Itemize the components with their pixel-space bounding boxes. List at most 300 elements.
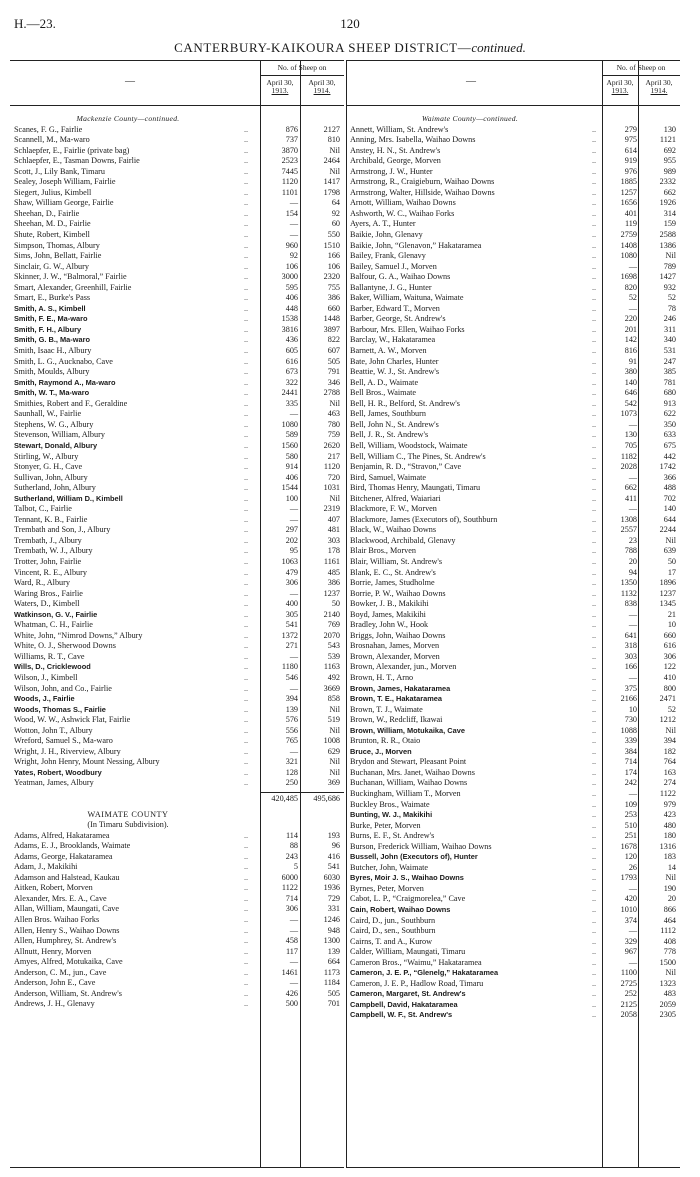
owner-name: Wood, W. W., Ashwick Flat, Fairlie — [14, 715, 131, 725]
table-row — [10, 209, 344, 220]
leader-dots: .. — [592, 947, 597, 957]
leader-dots: .. — [244, 757, 249, 767]
owner-name: Trotter, John, Fairlie — [14, 556, 82, 566]
sheep-1914: 1798 — [323, 187, 340, 197]
table-row — [346, 272, 680, 283]
sheep-1913: 1698 — [620, 272, 637, 282]
sheep-1913: 321 — [285, 757, 298, 767]
sheep-1914: 1926 — [659, 198, 676, 208]
owner-name: Beattie, W. J., St. Andrew's — [350, 367, 440, 377]
sheep-1914: 480 — [663, 820, 676, 830]
table-row — [10, 536, 344, 547]
owner-name: Amyes, Alfred, Motukaika, Cave — [14, 957, 123, 967]
sheep-1913: 253 — [624, 810, 637, 820]
owner-name: Adams, E. J., Brooklands, Waimate — [14, 841, 131, 851]
sheep-1913: 250 — [285, 778, 298, 788]
owner-name: Cain, Robert, Waihao Downs — [350, 905, 451, 915]
owner-name: Buckingham, William T., Morven — [350, 789, 461, 798]
sheep-1914: 106 — [327, 261, 340, 271]
leader-dots: .. — [592, 704, 597, 714]
table-row — [10, 904, 344, 915]
sheep-1914: 2244 — [659, 525, 676, 535]
table-row — [10, 335, 344, 346]
table-row — [10, 768, 344, 779]
leader-dots: .. — [592, 124, 597, 134]
sheep-1914: Nil — [329, 493, 340, 503]
owner-name: Blackmore, F. W., Morven — [350, 504, 437, 514]
sheep-1914: 180 — [663, 831, 676, 841]
table-row — [346, 641, 680, 652]
table-row — [346, 599, 680, 610]
sheep-1913: 305 — [285, 609, 298, 619]
sheep-1914: 1417 — [323, 177, 340, 187]
sheep-1914: 662 — [663, 187, 676, 197]
owner-name: Smith, G. B., Ma-waro — [14, 335, 90, 345]
table-row — [10, 420, 344, 431]
owner-name: Briggs, John, Waihao Downs — [350, 630, 446, 640]
sheep-1914: Nil — [665, 873, 676, 883]
owner-name: Allen Bros. Waihao Forks — [14, 915, 100, 925]
sheep-1914: 989 — [663, 166, 676, 176]
owner-name: Bruce, J., Morven — [350, 746, 412, 756]
owner-name: Bunting, W. J., Makikihi — [350, 810, 433, 820]
owner-name: Adams, Alfred, Hakataramea — [14, 830, 110, 840]
sheep-1913: 174 — [624, 767, 637, 777]
leader-dots: .. — [592, 746, 597, 756]
table-row — [10, 915, 344, 926]
section-heading — [10, 114, 344, 125]
sheep-1914: 92 — [331, 208, 340, 218]
owner-name: Bell, John N., St. Andrew's — [350, 419, 439, 429]
sheep-1914: 122 — [663, 662, 676, 672]
sheep-1913: — — [289, 514, 298, 524]
sheep-1914: 64 — [331, 198, 340, 208]
sheep-1913: — — [628, 672, 637, 682]
leader-dots: .. — [244, 725, 249, 735]
leader-dots: .. — [244, 504, 249, 514]
sheep-1914: 485 — [327, 567, 340, 577]
sheep-1913: 91 — [628, 356, 637, 366]
owner-name: Wills, D., Cricklewood — [14, 662, 91, 672]
owner-name: Smith, Raymond A., Ma-waro — [14, 377, 116, 387]
sheep-1914: 778 — [663, 947, 676, 957]
leader-dots: .. — [592, 588, 597, 598]
sheep-1913: 139 — [285, 704, 298, 714]
table-row — [346, 968, 680, 979]
table-row — [10, 262, 344, 273]
leader-dots: .. — [244, 925, 249, 935]
leader-dots: .. — [592, 556, 597, 566]
leader-dots: .. — [244, 767, 249, 777]
leader-dots: .. — [592, 240, 597, 250]
owner-name: Barbour, Mrs. Ellen, Waihao Forks — [350, 324, 465, 334]
owner-name: Bell, H. R., Belford, St. Andrew's — [350, 398, 460, 408]
owner-name: Bell Bros., Waimate — [350, 388, 417, 398]
sheep-1914: 505 — [327, 988, 340, 998]
table-row — [10, 293, 344, 304]
sheep-1913: 1080 — [620, 251, 637, 261]
leader-dots: .. — [592, 546, 597, 556]
sheep-1913: — — [628, 883, 637, 893]
table-row — [10, 325, 344, 336]
sheep-1913: 5 — [293, 862, 298, 872]
table-row — [10, 156, 344, 167]
sheep-1913: 788 — [624, 546, 637, 556]
leader-dots: .. — [592, 725, 597, 735]
owner-name: Bitchener, Alfred, Waiariari — [350, 493, 441, 503]
leader-dots: .. — [244, 893, 249, 903]
leader-dots: .. — [244, 462, 249, 472]
table-row — [10, 525, 344, 536]
owner-name: Sheehan, D., Fairlie — [14, 208, 80, 218]
table-row — [346, 1000, 680, 1011]
owner-name: Sutherland, William D., Kimbell — [14, 493, 123, 503]
table-row — [10, 862, 344, 873]
sheep-1914: 2059 — [659, 999, 676, 1009]
sheep-1914: 660 — [327, 303, 340, 313]
table-row — [346, 504, 680, 515]
leader-dots: .. — [244, 282, 249, 292]
leader-dots: .. — [244, 293, 249, 303]
table-row — [10, 589, 344, 600]
sheep-1913: — — [289, 219, 298, 229]
owner-name: Schlaepfer, E., Fairlie (private bag) — [14, 145, 130, 155]
sheep-1913: 838 — [624, 599, 637, 609]
sheep-1913: — — [628, 303, 637, 313]
leader-dots: .. — [592, 346, 597, 356]
leader-dots: .. — [244, 303, 249, 313]
sheep-1914: 182 — [663, 746, 676, 756]
owner-name: Andrews, J. H., Glenavy — [14, 999, 95, 1009]
leader-dots: .. — [592, 599, 597, 609]
table-row — [346, 736, 680, 747]
table-row — [10, 125, 344, 136]
owner-name: Anderson, William, St. Andrew's — [14, 988, 122, 998]
sheep-1913: 7445 — [281, 166, 298, 176]
leader-dots: .. — [592, 894, 597, 904]
owner-name: Cabot, L. P., “Craigmorelea,” Cave — [350, 894, 466, 904]
leader-dots: .. — [592, 493, 597, 503]
section-heading-text: Waimate County—continued. — [421, 114, 519, 123]
sheep-1913: 2058 — [620, 1010, 637, 1020]
sheep-1913: 1088 — [620, 725, 637, 735]
section-heading-text: WAIMATE COUNTY — [87, 809, 169, 819]
sheep-1913: 605 — [285, 346, 298, 356]
table-row — [346, 409, 680, 420]
table-row — [346, 989, 680, 1000]
leader-dots: .. — [244, 957, 249, 967]
leader-dots: .. — [592, 177, 597, 187]
sheep-1914: Nil — [665, 725, 676, 735]
sheep-1914: 464 — [663, 915, 676, 925]
owner-name: Campbell, W. F., St. Andrew's — [350, 1010, 453, 1020]
owner-name: Sheehan, M. D., Fairlie — [14, 219, 91, 229]
sheep-1913: 242 — [624, 778, 637, 788]
owner-name: Caird, D., jun., Southburn — [350, 915, 436, 925]
sheep-1913: 6000 — [281, 872, 298, 882]
table-row — [346, 536, 680, 547]
owner-name: Armstrong, R., Craigieburn, Waihao Downs — [350, 177, 495, 187]
sheep-1914: 3669 — [323, 683, 340, 693]
column-header-1913: April 30, 1913. — [266, 78, 294, 95]
table-row — [346, 346, 680, 357]
sheep-1913: 820 — [624, 282, 637, 292]
table-row — [10, 146, 344, 157]
owner-name: Cameron, J. E. P., “Glenelg,” Hakataramea — [350, 968, 499, 978]
owner-name: Waters, D., Kimbell — [14, 599, 80, 609]
leader-dots: .. — [244, 578, 249, 588]
leader-dots: .. — [244, 683, 249, 693]
sheep-1914: Nil — [329, 166, 340, 176]
sheep-1913: 20 — [628, 556, 637, 566]
column-header-1914: April 30, 1914. — [308, 78, 336, 95]
owner-name: Williams, R. T., Cave — [14, 651, 85, 661]
sheep-1913: 595 — [285, 282, 298, 292]
leader-dots: .. — [592, 767, 597, 777]
owner-name: Wotton, John T., Albury — [14, 725, 93, 735]
table-row — [346, 314, 680, 325]
owner-name: Schlaepfer, E., Tasman Downs, Fairlie — [14, 156, 140, 166]
table-row — [346, 884, 680, 895]
sheep-1913: — — [289, 504, 298, 514]
leader-dots: .. — [592, 462, 597, 472]
owner-name: Skinner, J. W., “Balmoral,” Fairlie — [14, 272, 127, 282]
leader-dots: .. — [244, 988, 249, 998]
table-row — [10, 283, 344, 294]
sheep-1914: 702 — [663, 493, 676, 503]
sheep-1914: 979 — [663, 799, 676, 809]
sheep-1913: — — [289, 925, 298, 935]
table-row — [346, 167, 680, 178]
sheep-1914: 193 — [327, 830, 340, 840]
sheep-1914: 1510 — [323, 240, 340, 250]
sheep-1914: 2319 — [323, 504, 340, 514]
leader-dots: .. — [592, 567, 597, 577]
sheep-1913: — — [289, 978, 298, 988]
leader-dots: .. — [244, 778, 249, 788]
sheep-1914: 50 — [667, 556, 676, 566]
owner-name: Butcher, John, Waimate — [350, 862, 428, 872]
sheep-1913: 2441 — [281, 388, 298, 398]
sheep-1914: 692 — [663, 145, 676, 155]
table-row — [10, 167, 344, 178]
owner-name: Brunton, R. R., Otaio — [350, 736, 421, 746]
page-title — [0, 40, 700, 56]
table-row — [10, 473, 344, 484]
sheep-1914: 1121 — [659, 135, 676, 145]
leader-dots: .. — [592, 989, 597, 999]
sheep-1914: 505 — [327, 356, 340, 366]
sheep-1913: 1182 — [620, 451, 637, 461]
sheep-1914: 1448 — [323, 314, 340, 324]
owner-name: Wright, J. H., Riverview, Albury — [14, 746, 121, 756]
leader-dots: .. — [244, 999, 249, 1009]
sheep-1913: 1544 — [281, 483, 298, 493]
sheep-1913: 243 — [285, 851, 298, 861]
sheep-1914: 463 — [327, 409, 340, 419]
sheep-1914: 311 — [664, 324, 676, 334]
owner-name: Allen, Humphrey, St. Andrew's — [14, 936, 117, 946]
table-row — [346, 135, 680, 146]
table-row — [346, 188, 680, 199]
sheep-1913: 1656 — [620, 198, 637, 208]
owner-name: Anderson, C. M., jun., Cave — [14, 967, 107, 977]
sheep-1914: Nil — [329, 767, 340, 777]
sheep-1914: 541 — [327, 862, 340, 872]
owner-name: Ayers, A. T., Hunter — [350, 219, 416, 229]
owner-name: Anstey, H. N., St. Andrew's — [350, 145, 441, 155]
sheep-1913: 339 — [624, 736, 637, 746]
table-row — [10, 778, 344, 789]
table-row — [346, 335, 680, 346]
sheep-1913: 201 — [624, 324, 637, 334]
table-row — [10, 673, 344, 684]
table-row — [346, 177, 680, 188]
leader-dots: .. — [592, 388, 597, 398]
sheep-1913: — — [289, 746, 298, 756]
sheep-1913: — — [628, 609, 637, 619]
sheep-1913: 500 — [285, 999, 298, 1009]
sheep-1914: 178 — [327, 546, 340, 556]
table-row — [10, 399, 344, 410]
leader-dots: .. — [244, 662, 249, 672]
sheep-1913: — — [289, 683, 298, 693]
owner-name: Barber, George, St. Andrew's — [350, 314, 446, 324]
sheep-1913: — — [289, 409, 298, 419]
column-header-group: No. of Sheep on — [277, 63, 327, 72]
leader-dots: .. — [244, 398, 249, 408]
sheep-1913: 1100 — [620, 968, 637, 978]
owner-name: Shute, Robert, Kimbell — [14, 230, 90, 240]
owner-name: Brydon and Stewart, Pleasant Point — [350, 757, 467, 767]
table-row — [346, 821, 680, 832]
leader-dots: .. — [244, 440, 249, 450]
section-heading-text: Mackenzie County—continued. — [76, 114, 180, 123]
leader-dots: .. — [592, 915, 597, 925]
leader-dots: .. — [592, 208, 597, 218]
leader-dots: .. — [244, 356, 249, 366]
column-header-1914: April 30, 1914. — [645, 78, 673, 95]
sheep-1914: 1120 — [323, 462, 340, 472]
owner-name: Burns, E. F., St. Andrew's — [350, 831, 435, 841]
table-row — [346, 388, 680, 399]
owner-name: Stonyer, G. H., Cave — [14, 462, 83, 472]
table-row — [346, 894, 680, 905]
leader-dots: .. — [244, 272, 249, 282]
table-row — [10, 873, 344, 884]
owner-name: Burson, Frederick William, Waihao Downs — [350, 841, 492, 851]
table-row — [10, 631, 344, 642]
table-row — [10, 483, 344, 494]
sheep-1914: 759 — [327, 430, 340, 440]
owner-name: Bussell, John (Executors of), Hunter — [350, 852, 478, 862]
leader-dots: .. — [244, 451, 249, 461]
sheep-1914: Nil — [329, 704, 340, 714]
sheep-1914: 2320 — [323, 272, 340, 282]
owner-name: Woods, Thomas S., Fairlie — [14, 704, 106, 714]
leader-dots: .. — [244, 177, 249, 187]
sheep-1913: 3870 — [281, 145, 298, 155]
leader-dots: .. — [592, 672, 597, 682]
sheep-1914: 385 — [663, 367, 676, 377]
sheep-1913: 1122 — [281, 883, 298, 893]
table-row — [10, 978, 344, 989]
sheep-1914: 913 — [663, 398, 676, 408]
sheep-1914: 2127 — [323, 124, 340, 134]
owner-name: Trembath and Son, J., Albury — [14, 525, 111, 535]
leader-dots: .. — [244, 419, 249, 429]
sheep-1913: 1408 — [620, 240, 637, 250]
sheep-1913: 279 — [624, 124, 637, 134]
table-row — [346, 367, 680, 378]
sheep-1913: 967 — [624, 947, 637, 957]
leader-dots: .. — [244, 641, 249, 651]
sheep-1914: 2588 — [659, 230, 676, 240]
leader-dots: .. — [244, 367, 249, 377]
owner-name: Ward, R., Albury — [14, 578, 70, 588]
owner-name: Anderson, John E., Cave — [14, 978, 96, 988]
leader-dots: .. — [592, 261, 597, 271]
sheep-1914: 163 — [663, 767, 676, 777]
table-row — [346, 546, 680, 557]
sheep-1914: 10 — [667, 620, 676, 630]
sheep-1914: 1163 — [323, 662, 340, 672]
total-1914: 495,686 — [313, 794, 340, 803]
sheep-1913: 306 — [285, 904, 298, 914]
sheep-1913: 335 — [285, 398, 298, 408]
leader-dots: .. — [244, 567, 249, 577]
sheep-1914: 442 — [663, 451, 676, 461]
table-row — [10, 177, 344, 188]
table-row — [346, 842, 680, 853]
sheep-1913: 580 — [285, 451, 298, 461]
table-row — [346, 694, 680, 705]
owner-name: Wilson, John, and Co., Fairlie — [14, 683, 112, 693]
owner-name: Brosnahan, James, Morven — [350, 641, 440, 651]
sheep-1913: 1678 — [620, 841, 637, 851]
leader-dots: .. — [244, 166, 249, 176]
leader-dots: .. — [592, 651, 597, 661]
sheep-1914: 50 — [331, 599, 340, 609]
sheep-1913: 1180 — [281, 662, 298, 672]
leader-dots: .. — [244, 851, 249, 861]
sheep-1914: 1896 — [659, 578, 676, 588]
table-row — [10, 378, 344, 389]
sheep-1914: 78 — [667, 303, 676, 313]
table-row — [346, 768, 680, 779]
table-row — [10, 452, 344, 463]
table-row — [346, 631, 680, 642]
owner-name: Brown, Alexander, jun., Morven — [350, 662, 457, 672]
table-row — [10, 926, 344, 937]
table-row — [10, 747, 344, 758]
table-row — [10, 504, 344, 515]
owner-name: Smith, Isaac H., Albury — [14, 346, 92, 356]
leader-dots: .. — [592, 409, 597, 419]
leader-dots: .. — [592, 156, 597, 166]
leader-dots: .. — [244, 736, 249, 746]
sheep-1914: 519 — [327, 715, 340, 725]
sheep-1914: 14 — [667, 862, 676, 872]
leader-dots: .. — [244, 620, 249, 630]
table-row — [346, 441, 680, 452]
sheep-1914: 1112 — [660, 926, 676, 936]
owner-name: Bradley, John W., Hook — [350, 620, 429, 630]
sheep-1914: 366 — [663, 472, 676, 482]
sheep-1914: 483 — [663, 989, 676, 999]
sheep-1914: Nil — [329, 398, 340, 408]
sheep-1914: 1031 — [323, 483, 340, 493]
